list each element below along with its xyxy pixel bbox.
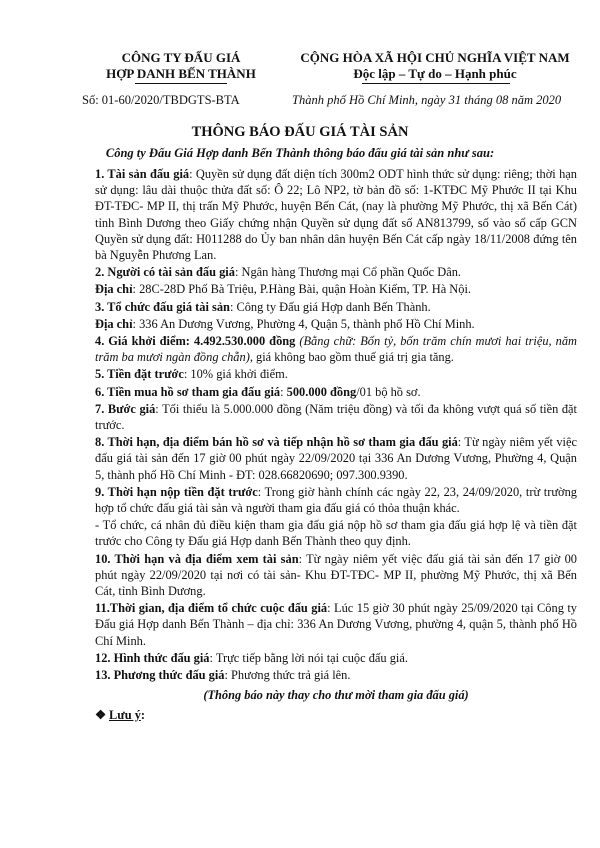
nation-title: CỘNG HÒA XÃ HỘI CHỦ NGHĨA VIỆT NAM: [300, 50, 570, 65]
item-7: [95, 401, 577, 433]
item-9-text: : Trong giờ hành chính các ngày 22, 23, 24/09/2020, trừ trường hợp tổ chức đấu giá tài sản và người tham gia đấu giá có thỏa thuận khác.: [95, 484, 577, 516]
item-12: [95, 650, 577, 666]
item-6-amount: 500.000 đồng: [286, 384, 357, 399]
item-2: [95, 264, 577, 280]
nation-motto: Độc lập – Tự do – Hạnh phúc: [353, 65, 517, 81]
item-12-label: 12. Hình thức đấu giá: [95, 650, 210, 665]
place-date: Thành phố Hồ Chí Minh, ngày 31 tháng 08 năm 2020: [292, 93, 562, 107]
company-name-line2: HỢP DANH BẾN THÀNH: [106, 65, 256, 81]
document-number: Số: 01-60/2020/TBDGTS-BTA: [82, 93, 240, 107]
diamond-bullet-icon: ❖: [95, 707, 107, 722]
item-5-label: 5. Tiền đặt trước: [95, 367, 184, 382]
item-11: [95, 600, 577, 649]
item-3-label: 3. Tổ chức đấu giá tài sản: [95, 299, 230, 314]
item-11-text: : Lúc 15 giờ 30 phút ngày 25/09/2020 tại Công ty Đấu giá Hợp danh Bến Thành – địa chỉ: 336 An Dương Vương, phường 4, quận 5, thành phố Hồ Chí Minh.: [95, 601, 577, 648]
note-heading: [95, 707, 577, 723]
item-5: [95, 366, 577, 382]
item-9-label: 9. Thời hạn nộp tiền đặt trước: [95, 484, 258, 499]
item-2-address-label: Địa chỉ: [95, 282, 133, 297]
item-6: [95, 384, 577, 400]
item-2-label: 2. Người có tài sản đấu giá: [95, 265, 235, 280]
item-8-text: : Từ ngày niêm yết việc đấu giá tài sản đến 17 giờ 00 phút ngày 22/09/2020 tại 336 An Dương Vương, Phường 4, Quận 5, thành phố Hồ Chí Minh - ĐT: 028.66820690; 097.300.9390.: [95, 435, 577, 482]
item-1: [95, 166, 577, 263]
item-4-words: (Bằng chữ: Bốn tỷ, bốn trăm chín mươi hai triệu, năm trăm ba mươi ngàn đồng chẵn): [95, 334, 577, 365]
nation-header: [280, 50, 590, 81]
document-subtitle: Công ty Đấu Giá Hợp danh Bến Thành thông báo đấu giá tài sản như sau:: [105, 146, 495, 160]
item-12-text: : Trực tiếp bằng lời nói tại cuộc đấu giá.: [209, 650, 408, 665]
item-7-text: : Tối thiểu là 5.000.000 đồng (Năm triệu đồng) và tối đa không vượt quá số tiền đặt trước.: [95, 401, 577, 433]
item-13-label: 13. Phương thức đấu giá: [95, 668, 225, 683]
item-4-label: 4. Giá khởi điểm: 4.492.530.000 đồng: [95, 334, 296, 349]
item-2-address: [95, 281, 577, 297]
item-13-text: : Phương thức trả giá lên.: [224, 668, 351, 683]
item-2-text: : Ngân hàng Thương mại Cổ phần Quốc Dân.: [234, 265, 462, 280]
document-title: THÔNG BÁO ĐẤU GIÁ TÀI SẢN: [191, 124, 409, 140]
item-10-text: : Từ ngày niêm yết việc đấu giá tài sản đến 17 giờ 00 phút ngày 22/09/2020 tại nơi có tài sản- Khu ĐT-TĐC- MP II, phường Mỹ Phước, thị xã Bến Cát, tỉnh Bình Dương.: [95, 551, 578, 599]
item-6-text-2: /01 bộ hồ sơ.: [356, 384, 421, 399]
item-3-address-text: : 336 An Dương Vương, Phường 4, Quận 5, thành phố Hồ Chí Minh.: [132, 316, 475, 331]
company-name-line1: CÔNG TY ĐẤU GIÁ: [121, 50, 241, 65]
item-8-label: 8. Thời hạn, địa điểm bán hồ sơ và tiếp nhận hồ sơ tham gia đấu giá: [95, 435, 458, 450]
item-4-text: , giá không bao gồm thuế giá trị gia tăng.: [249, 350, 454, 365]
item-8: [95, 434, 577, 483]
closing-note: (Thông báo này thay cho thư mời tham gia đấu giá): [203, 688, 469, 703]
item-9-extra: - Tổ chức, cá nhân đủ điều kiện tham gia đấu giá nộp hồ sơ tham gia đấu giá hợp lệ và tiền đặt trước cho Công ty Đấu giá Hợp danh Bến Thành theo quy định.: [95, 518, 577, 549]
item-2-address-text: : 28C-28D Phố Bà Triệu, P.Hàng Bài, quận Hoàn Kiếm, TP. Hà Nội.: [132, 282, 471, 297]
item-7-label: 7. Bước giá: [95, 401, 156, 416]
item-1-label: 1. Tài sản đấu giá: [95, 167, 190, 181]
item-3-text: : Công ty Đấu giá Hợp danh Bến Thành.: [229, 299, 431, 314]
note-colon: :: [140, 707, 146, 722]
item-10: [95, 551, 577, 600]
item-6-label: 6. Tiền mua hồ sơ tham gia đấu giá: [95, 384, 281, 399]
item-10-label: 10. Thời hạn và địa điểm xem tài sản: [95, 551, 299, 566]
item-3-address: [95, 316, 577, 332]
item-3: [95, 299, 577, 315]
motto-underline: [362, 83, 510, 84]
company-header: [86, 50, 276, 81]
note-label: Lưu ý: [109, 707, 141, 722]
company-underline: [135, 83, 227, 84]
item-11-label: 11.Thời gian, địa điểm tổ chức cuộc đấu giá: [95, 601, 328, 616]
item-9: [95, 484, 577, 516]
item-5-text: : 10% giá khởi điểm.: [183, 367, 288, 382]
item-6-text: :: [280, 384, 287, 399]
item-3-address-label: Địa chỉ: [95, 316, 133, 331]
item-13: [95, 667, 577, 683]
document-body: [95, 166, 577, 724]
item-4: [95, 333, 577, 365]
item-1-text: : Quyền sử dụng đất diện tích 300m2 ODT hình thức sử dụng: riêng; thời hạn sử dụng: lâu dài thuộc thửa đất số: Ô 22; Lô NP2, tờ bản đồ số: 1-KTĐC Mỹ Phước II tại Khu ĐT-TĐC- MP II, thị trấn Mỹ Phước, huyện Bến Cát, (nay là phường Mỹ Phước, thị xã Bến Cát) tỉnh Bình Dương theo Giấy chứng nhận Quyền sử dụng đất số AN813799, số vào sổ cấp GCN Quyền sử dụng đất: H011288 do Ủy ban nhân dân huyện Bến Cát cấp ngày 18/11/2008 đứng tên bà Nguyễn Phương Lan.: [95, 167, 577, 263]
